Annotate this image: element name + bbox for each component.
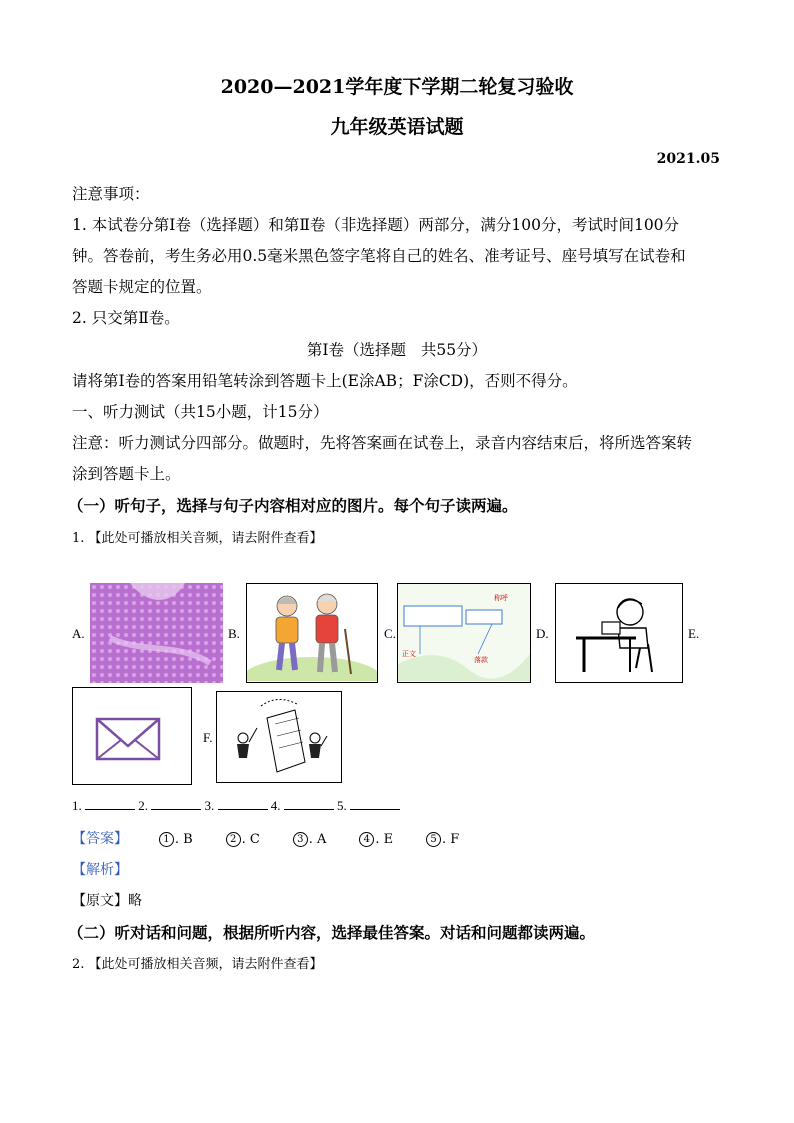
blank-5[interactable] xyxy=(350,809,400,810)
notes-item1-line1: 1. 本试卷分第Ⅰ卷（选择题）和第Ⅱ卷（非选择题）两部分，满分100分，考试时间100分 xyxy=(72,216,680,234)
image-c-text-signature: 落款 xyxy=(474,656,488,664)
blank-label-2: 2. xyxy=(138,798,148,813)
image-e-envelope xyxy=(72,687,192,785)
option-label-e: E. xyxy=(688,626,700,641)
option-label-a: A. xyxy=(72,626,85,641)
answer-item-2: 2 . C xyxy=(226,832,260,847)
section2-heading: （二）听对话和问题，根据所听内容，选择最佳答案。对话和问题都读两遍。 xyxy=(68,923,596,942)
image-d-boy-reading xyxy=(555,583,683,683)
listening-heading: 一、听力测试（共15小题，计15分） xyxy=(72,403,329,421)
answer-blanks-row xyxy=(72,798,400,814)
option-label-f: F. xyxy=(203,730,213,745)
blank-label-3: 3. xyxy=(204,798,215,813)
answer-item-3: 3 . A xyxy=(293,832,327,847)
notes-item1-line2: 钟。答卷前，考生务必用0.5毫米黑色签字笔将自己的姓名、准考证号、座号填写在试卷和 xyxy=(72,247,686,265)
part1-instruction: 请将第Ⅰ卷的答案用铅笔转涂到答题卡上(E涂AB；F涂CD)，否则不得分。 xyxy=(72,372,578,390)
q1-audio-link[interactable]: 1. 【此处可播放相关音频，请去附件查看】 xyxy=(72,531,323,546)
notes-item1-line3: 答题卡规定的位置。 xyxy=(72,278,212,296)
answer-item-5: 5 . F xyxy=(426,832,459,847)
original-text: 【原文】略 xyxy=(72,893,142,909)
image-c-text-body: 正文 xyxy=(402,650,416,658)
exam-date: 2021.05 xyxy=(656,151,720,167)
image-c-text-salutation: 称呼 xyxy=(494,594,508,602)
blank-2[interactable] xyxy=(151,809,201,810)
exam-subtitle: 九年级英语试题 xyxy=(330,116,464,138)
analysis-label: 【解析】 xyxy=(72,862,128,878)
q2-audio-link[interactable]: 2. 【此处可播放相关音频，请去附件查看】 xyxy=(72,957,323,972)
answer-row xyxy=(72,828,459,848)
section1-heading: （一）听句子，选择与句子内容相对应的图片。每个句子读两遍。 xyxy=(68,496,518,515)
option-label-c: C. xyxy=(384,626,396,641)
answer-label: 【答案】 xyxy=(72,831,128,847)
answer-item-1: 1 . B xyxy=(159,832,193,847)
blank-label-4: 4. xyxy=(270,798,281,813)
image-b-elderly-couple xyxy=(246,583,378,683)
blank-3[interactable] xyxy=(218,809,268,810)
answer-item-4: 4 . E xyxy=(359,832,393,847)
image-c-letter-format xyxy=(397,583,531,683)
blank-label-5: 5. xyxy=(337,798,347,813)
notes-heading: 注意事项： xyxy=(72,185,150,203)
blank-label-1: 1. xyxy=(72,798,82,813)
blank-1[interactable] xyxy=(85,809,135,810)
part1-heading: 第Ⅰ卷（选择题 共55分） xyxy=(306,341,488,359)
notes-item2: 2. 只交第Ⅱ卷。 xyxy=(72,309,180,327)
image-a-scarf xyxy=(90,583,223,683)
listening-note-line2: 涂到答题卡上。 xyxy=(72,465,181,483)
image-f-badminton xyxy=(216,691,342,783)
option-label-d: D. xyxy=(536,626,549,641)
listening-note-line1: 注意：听力测试分四部分。做题时，先将答案画在试卷上，录音内容结束后，将所选答案转 xyxy=(72,434,693,452)
option-label-b: B. xyxy=(228,626,240,641)
exam-title: 2020—2021学年度下学期二轮复习验收 xyxy=(220,76,574,98)
blank-4[interactable] xyxy=(284,809,334,810)
